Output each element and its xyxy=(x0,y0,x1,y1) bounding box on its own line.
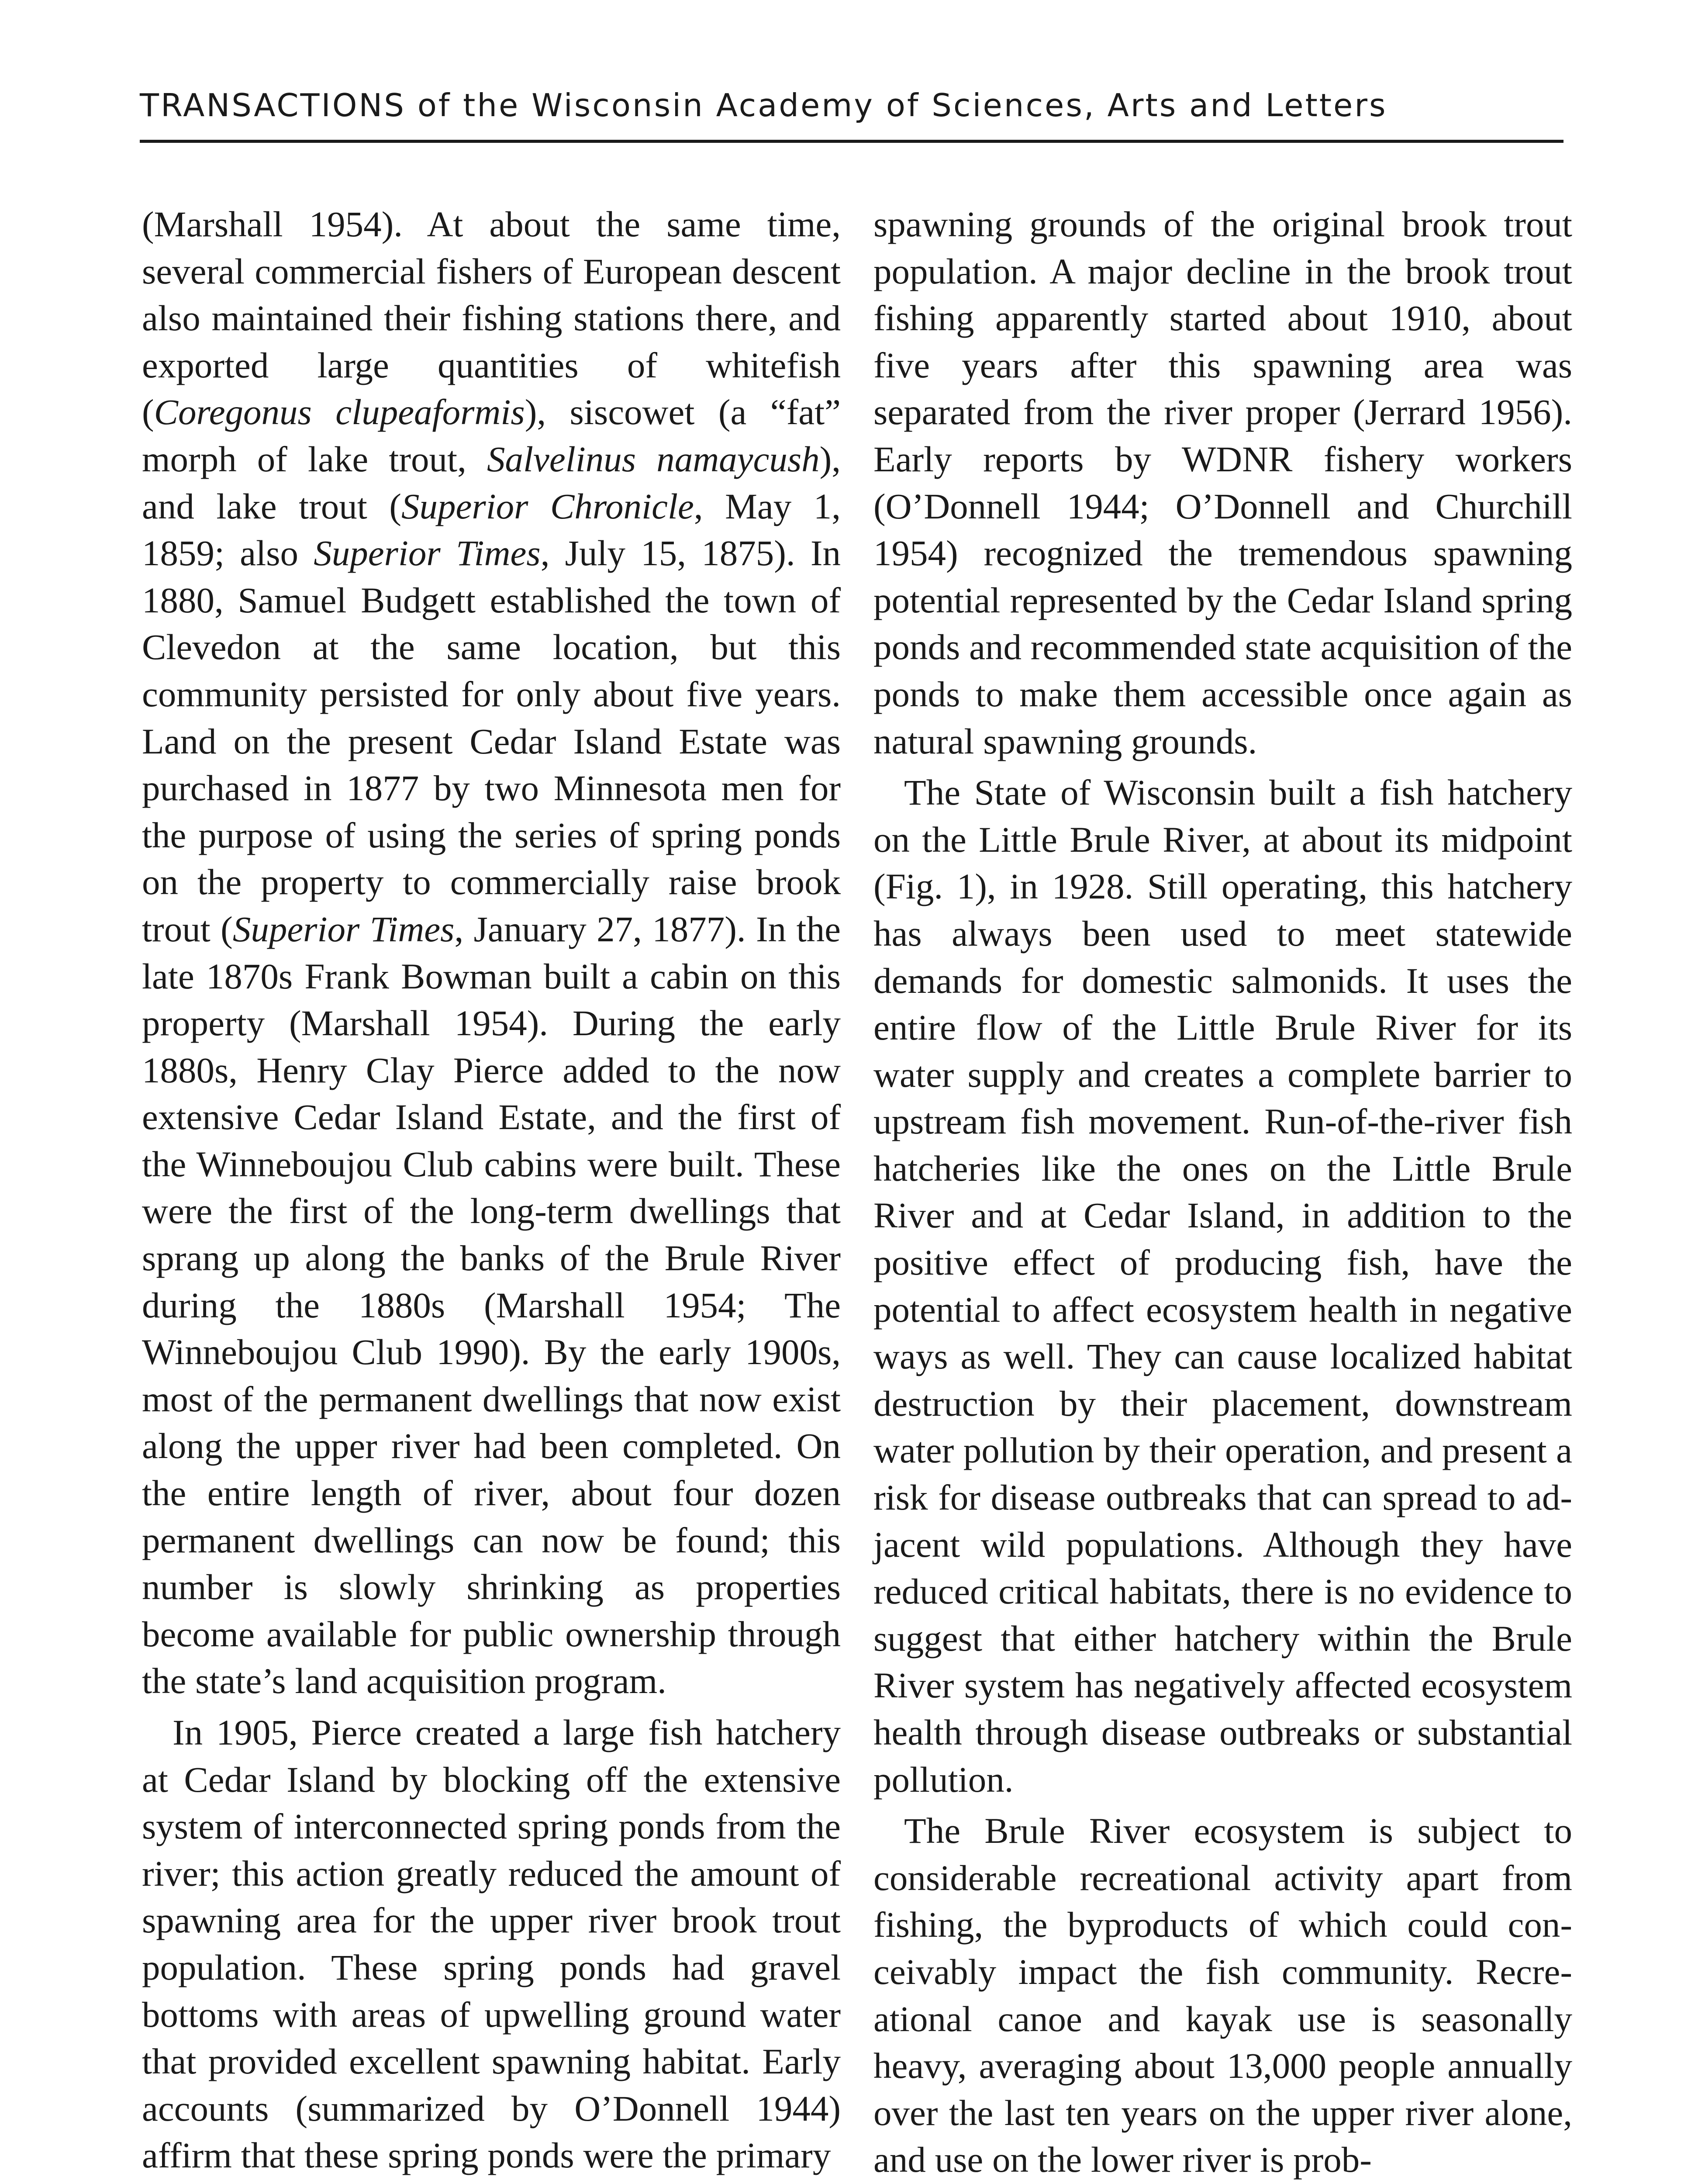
paragraph: The Brule River ecosystem is subject to considerable recreational activity apart from fishing, the byproducts of which could conceivably impact the fish community. Recreational canoe and kayak use is seasonally heavy, averaging about 13,000 people annually over the last ten years on the upper river alone, and use on the lower river is prob- xyxy=(873,1811,1572,2180)
text-run: (Marshall 1954). At about the same time, several commercial fishers of European descent also maintained their fishing stations there, and exported large quantities of whitefish ( xyxy=(142,204,841,432)
newspaper-title: Superior Times xyxy=(314,533,541,574)
left-column xyxy=(142,201,841,2179)
text-run: ), and lake trout ( xyxy=(142,439,841,526)
right-column xyxy=(873,201,1572,2184)
paragraph: In 1905, Pierce created a large fish hatchery at Cedar Island by blocking off the extensive system of interconnected spring ponds from the river; this action greatly reduced the amount of spawning area for the upper river brook trout population. These spring ponds had gravel bottoms with areas of upwelling ground water that provided excellent spawning habitat. Early accounts (summarized by O’Donnell 1944) affirm that these spring ponds were the primary xyxy=(142,1712,841,2176)
species-name: Salvelinus namaycush xyxy=(487,439,820,479)
newspaper-title: Superior Times xyxy=(232,909,455,949)
text-run: , May 1, 1859; also xyxy=(142,486,841,574)
newspaper-title: Superior Chronicle xyxy=(401,486,694,526)
species-name: Coregonus clupeaformis xyxy=(154,392,525,432)
paragraph: spawning grounds of the original brook trout population. A major decline in the brook trout fishing apparently started about 1910, about five years after this spawning area was separated from the river proper (Jerrard 1956). Early reports by WDNR fishery workers (O’Donnell 1944; O’Donnell and Churchill 1954) recognized the tremendous spawning potential represented by the Cedar Island spring ponds and recommended state acquisition of the ponds to make them accessible once again as natural spawning grounds. xyxy=(873,204,1572,761)
paragraph: The State of Wisconsin built a fish hatchery on the Little Brule River, at about its midpoint (Fig. 1), in 1928. Still operating, this hatchery has always been used to meet statewide demands for domestic salmonids. It uses the entire flow of the Little Brule River for its water supply and creates a complete barrier to upstream fish movement. Run-of-the-river fish hatcheries like the ones on the Little Brule River and at Cedar Island, in addition to the positive effect of producing fish, have the potential to affect ecosystem health in negative ways as well. They can cause localized habitat destruction by their placement, downstream water pollution by their operation, and present a risk for disease outbreaks that can spread to adjacent wild populations. Although they have reduced critical habitats, there is no evidence to suggest that either hatchery within the Brule River system has negatively affected ecosystem health through disease outbreaks or substantial pollution. xyxy=(873,772,1572,1800)
header-rule xyxy=(140,140,1563,143)
text-run: , January 27, 1877). In the late 1870s Frank Bowman built a cabin on this property (Marshall 1954). During the early 1880s, Henry Clay Pierce added to the now extensive Cedar Island Estate, and the first of the Winneboujou Club cabins were built. These were the first of the long-term dwellings that sprang up along the banks of the Brule River during the 1880s (Marshall 1954; The Winneboujou Club 1990). By the early 1900s, most of the permanent dwellings that now exist along the upper river had been completed. On the entire length of river, about four dozen permanent dwellings can now be found; this number is slowly shrinking as properties become available for public ownership through the state’s land acquisition program. xyxy=(142,909,841,1701)
text-run: ), siscowet (a “fat” morph of lake trout, xyxy=(142,392,841,479)
text-run: , July 15, 1875). In 1880, Samuel Budgett established the town of Clevedon at the same location, but this community persisted for only about five years. Land on the present Cedar Island Estate was purchased in 1877 by two Minnesota men for the purpose of using the series of spring ponds on the property to commercially raise brook trout ( xyxy=(142,533,841,949)
running-head: TRANSACTIONS of the Wisconsin Academy of Sciences, Arts and Letters xyxy=(140,87,1387,124)
paragraph xyxy=(142,201,841,1705)
